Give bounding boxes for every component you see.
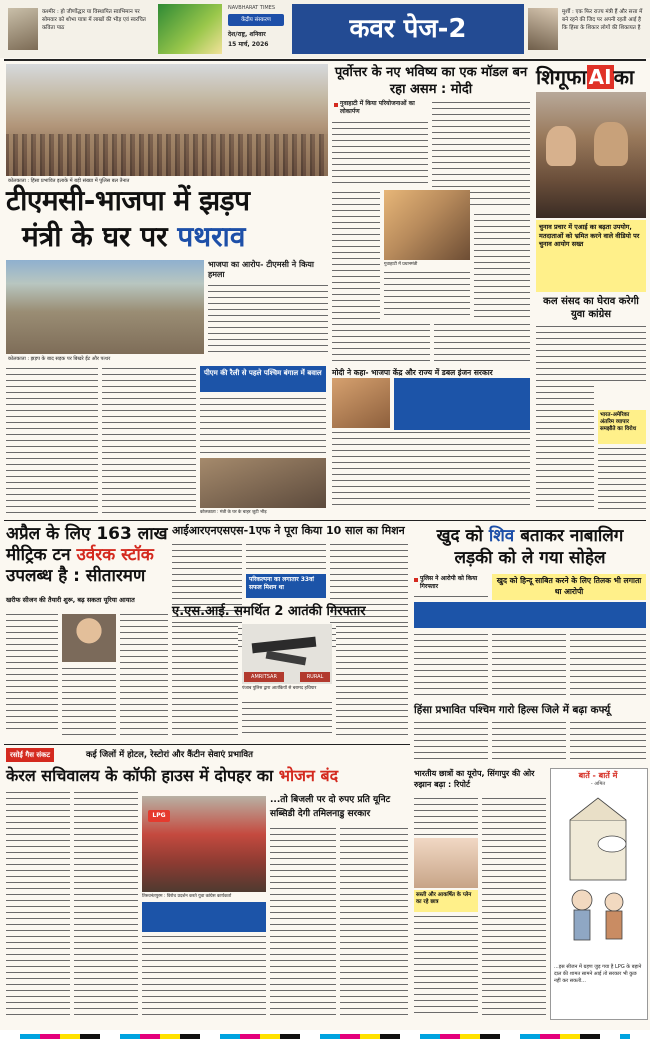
kerala-headline-b: भोजन बंद bbox=[278, 766, 339, 785]
congress-headline[interactable]: कल संसद का घेराव करेगी युवा कांग्रेस bbox=[543, 296, 639, 320]
tmc-body-col1 bbox=[6, 366, 98, 516]
tmc-headline-2b: पथराव bbox=[177, 220, 246, 253]
shiv-headline-1c: बताकर नाबालिग bbox=[520, 526, 624, 546]
assam-kicker: गुवाहाटी में किया परियोजनाओं का लोकार्पण bbox=[340, 100, 415, 115]
garo-body-col3 bbox=[570, 720, 646, 762]
shiv-body-col1 bbox=[414, 594, 488, 600]
footer-color-bar bbox=[0, 1030, 650, 1043]
assam-body-col3 bbox=[332, 190, 380, 320]
fertilizer-body-col2 bbox=[62, 666, 116, 736]
shiv-kicker: पुलिस ने आरोपी को किया गिरफ्तार bbox=[420, 575, 478, 590]
isro-box-text: परिकल्पना का लगातार 33वां सफल मिशन था bbox=[249, 576, 314, 591]
sitharaman-photo bbox=[62, 614, 116, 662]
lpg-strip-tag: रसोई गैस संकट bbox=[6, 748, 54, 762]
tmc-street-photo-caption: कोलकाता : झड़प के बाद सड़क पर बिखरे ईंट और पत्थर bbox=[8, 356, 111, 362]
kerala-protest-photo bbox=[142, 796, 266, 892]
isro-box bbox=[246, 574, 326, 598]
cartoon-byline: - अमित bbox=[590, 781, 606, 787]
singapore-box bbox=[414, 890, 478, 912]
tn-headline-2[interactable]: सब्सिडी देगी तमिलनाडु सरकार bbox=[270, 809, 371, 819]
fertilizer-body-col3 bbox=[120, 612, 168, 736]
ats-weapons-photo bbox=[242, 624, 332, 684]
isro-body-col2 bbox=[246, 542, 326, 572]
cartoon-drawing bbox=[556, 790, 640, 960]
ai-title-prefix: शिगूफा bbox=[536, 65, 587, 89]
fertilizer-headline-2b: उर्वरक स्टॉक bbox=[76, 545, 154, 565]
masthead-left-photo bbox=[8, 8, 38, 50]
tn-body-col2 bbox=[340, 826, 408, 1016]
congress-body-col1 bbox=[536, 324, 646, 382]
tmc-pullquote-text: पीएम की रैली से पहले पश्चिम बंगाल में बवाल bbox=[204, 369, 322, 377]
fertilizer-headline-2[interactable] bbox=[6, 545, 154, 565]
fertilizer-body-col1 bbox=[6, 612, 58, 732]
shiv-body-col3 bbox=[492, 632, 566, 698]
assam-body-col8 bbox=[332, 430, 530, 510]
masthead bbox=[0, 0, 650, 58]
assam-photo bbox=[384, 190, 470, 260]
kerala-photo-caption: तिरुवनंतपुरम : विरोध प्रदर्शन करते युवा कांग्रेस कार्यकर्ता bbox=[142, 894, 232, 899]
shiv-headline-1b: शिव bbox=[488, 526, 515, 546]
shiv-body-col2 bbox=[414, 632, 488, 698]
ats-body-col2 bbox=[242, 700, 332, 736]
day-label: देश/राष्ट्र, शनिवार bbox=[228, 31, 266, 38]
masthead-left-teaser[interactable]: कश्मीर : हो जीर्णोद्धार या विस्थापित स्वाभिमान पर सोमवार को शोभा यात्रा में लाखों की भीड़ एवं स्वरचित कविता पाठ bbox=[42, 9, 146, 31]
tmc-main-photo-caption: कोलकाता : हिंसा प्रभावित इलाके में बड़ी संख्या में पुलिस बल तैनात bbox=[8, 178, 130, 184]
tn-body-col1 bbox=[270, 826, 336, 1016]
assam-headline[interactable]: पूर्वोत्तर के नए भविष्य का एक मॉडल बन रहा असम : मोदी bbox=[334, 65, 528, 97]
singapore-body-col1 bbox=[414, 796, 478, 836]
assam-body-col4 bbox=[474, 212, 530, 320]
kerala-body-col1 bbox=[6, 790, 70, 1016]
kerala-body-col2 bbox=[74, 790, 138, 1016]
tmc-street-photo bbox=[6, 260, 204, 354]
ats-photo-caption: पंजाब पुलिस द्वारा आतंकियों से बरामद हथियार bbox=[242, 686, 317, 691]
singapore-photo bbox=[414, 838, 478, 888]
kerala-highlight-box bbox=[142, 902, 266, 932]
ai-photo bbox=[536, 92, 646, 218]
assam-photo-caption: गुवाहाटी में प्रधानमंत्री bbox=[384, 262, 418, 267]
shiv-kicker-bullet bbox=[414, 578, 418, 582]
strip-rule bbox=[4, 744, 410, 745]
lpg-strip-text: कई जिलों में होटल, रेस्टोरां और कैंटीन सेवाएं प्रभावित bbox=[86, 750, 253, 760]
ats-stamp-left-text: AMRITSAR bbox=[251, 674, 277, 680]
ats-stamp-right bbox=[300, 672, 330, 682]
ats-stamp-right-text: RURAL bbox=[306, 674, 324, 680]
shiv-body-col4 bbox=[570, 632, 646, 698]
assam-body-col5 bbox=[384, 270, 470, 320]
isro-headline[interactable]: आईआरएनएसएस-1एफ ने पूरा किया 10 साल का मिशन bbox=[172, 524, 405, 537]
assam-body-col6 bbox=[434, 322, 530, 366]
page-title: कवर पेज-2 bbox=[349, 14, 467, 44]
singapore-headline[interactable]: भारतीय छात्रों का यूरोप, सिंगापुर की ओर रुझान बढ़ा : रिपोर्ट bbox=[414, 769, 535, 789]
fertilizer-headline-2a: मीट्रिक टन bbox=[6, 545, 71, 565]
tmc-pullquote bbox=[200, 366, 326, 392]
fertilizer-headline-3[interactable]: उपलब्ध है : सीतारमण bbox=[6, 566, 146, 586]
ai-title[interactable] bbox=[536, 64, 646, 90]
congress-body-col2 bbox=[536, 384, 594, 510]
tmc-side-body bbox=[208, 283, 328, 355]
mid-rule bbox=[4, 520, 646, 521]
fertilizer-subhead: खरीफ सीजन की तैयारी शुरू, बढ़ सकता यूरिया आयात bbox=[6, 596, 135, 604]
shiv-subhead-box bbox=[492, 574, 646, 600]
garo-body-col1 bbox=[414, 720, 488, 762]
congress-callout bbox=[598, 410, 646, 444]
ats-body-col3 bbox=[336, 624, 408, 736]
tmc-body-col2 bbox=[102, 366, 196, 516]
ats-body-col1 bbox=[172, 624, 238, 736]
masthead-rule bbox=[4, 59, 646, 61]
edition-label: केंद्रीय संस्करण bbox=[241, 17, 271, 23]
congress-callout-text: भारत-अमेरिका अंतरिम व्यापार समझौते का विरोध bbox=[600, 412, 637, 432]
assam-body-col7 bbox=[332, 322, 430, 366]
shiv-highlight-box bbox=[414, 602, 646, 628]
kerala-photo-badge bbox=[148, 810, 170, 822]
date-label: 15 मार्च, 2026 bbox=[228, 41, 269, 48]
kerala-body-col3 bbox=[142, 934, 266, 1016]
masthead-ad bbox=[158, 4, 222, 54]
singapore-box-text: सस्ती और आकर्षित के प्लेन का रहे छात्र bbox=[416, 892, 472, 905]
cartoon-title: बातें - बातें में bbox=[578, 771, 618, 780]
page-title-banner bbox=[292, 4, 524, 54]
singapore-body-col3 bbox=[482, 796, 546, 1018]
shiv-headline-1a: खुद को bbox=[436, 526, 483, 546]
fertilizer-headline-1[interactable]: अप्रैल के लिए 163 लाख bbox=[6, 524, 168, 544]
tmc-headline-2[interactable] bbox=[22, 220, 245, 254]
masthead-right-photo bbox=[528, 8, 558, 50]
cartoon-caption: ...इस सीजन में ग्रहण जुड़ गया है LPG के बहाने दाल की शामत सामने आई तो सरकार भी कुछ नहीं कर सकती... bbox=[554, 964, 642, 984]
assam-kicker-bullet bbox=[334, 103, 338, 107]
kerala-headline-a: केरल सचिवालय के कॉफी हाउस में दोपहर का bbox=[6, 766, 274, 785]
congress-body-col3 bbox=[598, 446, 646, 510]
ai-callout bbox=[536, 220, 646, 292]
garo-body-col2 bbox=[492, 720, 566, 762]
masthead-right-teaser[interactable]: मुर्शी : एक फिर राज्य मंत्री हैं और सत्ता में बने रहने की जिद पर अपनी रहती आई है कि हिंसा के शिकार लोगों की शिकायत है bbox=[562, 9, 643, 31]
lpg-strip bbox=[6, 748, 408, 762]
tn-headline-1[interactable]: ...तो बिजली पर दो रुपए प्रति यूनिट bbox=[270, 795, 391, 805]
assam-body-col1 bbox=[332, 120, 428, 188]
ats-stamp-left bbox=[244, 672, 284, 682]
garo-headline[interactable]: हिंसा प्रभावित पश्चिम गारो हिल्स जिले में बढ़ा कर्फ्यू bbox=[414, 704, 611, 716]
tmc-body-col3 bbox=[200, 396, 326, 456]
assam-highlight-box bbox=[394, 378, 530, 434]
tmc-headline-2a: मंत्री के घर पर bbox=[22, 220, 168, 253]
assam-inset-caption: मोदी ने कहा- भाजपा केंद्र और राज्य में डबल इंजन सरकार bbox=[332, 368, 493, 377]
tmc-headline-1[interactable]: टीएमसी-भाजपा में झड़प bbox=[6, 184, 250, 217]
tmc-crowd-photo-caption: कोलकाता : मंत्री के घर के बाहर जुटी भीड़ bbox=[200, 510, 267, 515]
shiv-headline-1[interactable] bbox=[414, 526, 646, 547]
edition-badge bbox=[228, 14, 284, 26]
shiv-headline-2[interactable]: लड़की को ले गया सोहेल bbox=[454, 548, 606, 568]
brand-name: NAVBHARAT TIMES bbox=[228, 5, 275, 11]
ai-title-suffix: का bbox=[613, 65, 635, 89]
ai-title-box: AI bbox=[588, 65, 612, 89]
kerala-headline[interactable] bbox=[6, 766, 408, 786]
kerala-photo-badge-text: LPG bbox=[152, 812, 166, 819]
ats-headline[interactable]: ए.एस.आई. समर्थित 2 आतंकी गिरफ्तार bbox=[172, 604, 366, 619]
singapore-body-col2 bbox=[414, 914, 478, 1018]
ai-callout-text: चुनाव प्रचार में एआई का बढ़ता उपयोग, मतदाताओं को भ्रमित करने वाले वीडियो पर चुनाव आयोग सख्त bbox=[539, 223, 640, 248]
assam-inset-photo bbox=[332, 378, 390, 428]
tmc-main-photo bbox=[6, 64, 328, 176]
tmc-side-kicker: भाजपा का आरोप- टीएमसी ने किया हमला bbox=[208, 260, 314, 279]
shiv-subhead: खुद को हिन्दू साबित करने के लिए तिलक भी लगाता था आरोपी bbox=[496, 576, 642, 596]
tmc-crowd-photo bbox=[200, 458, 326, 508]
cartoon-illustration bbox=[556, 790, 640, 960]
